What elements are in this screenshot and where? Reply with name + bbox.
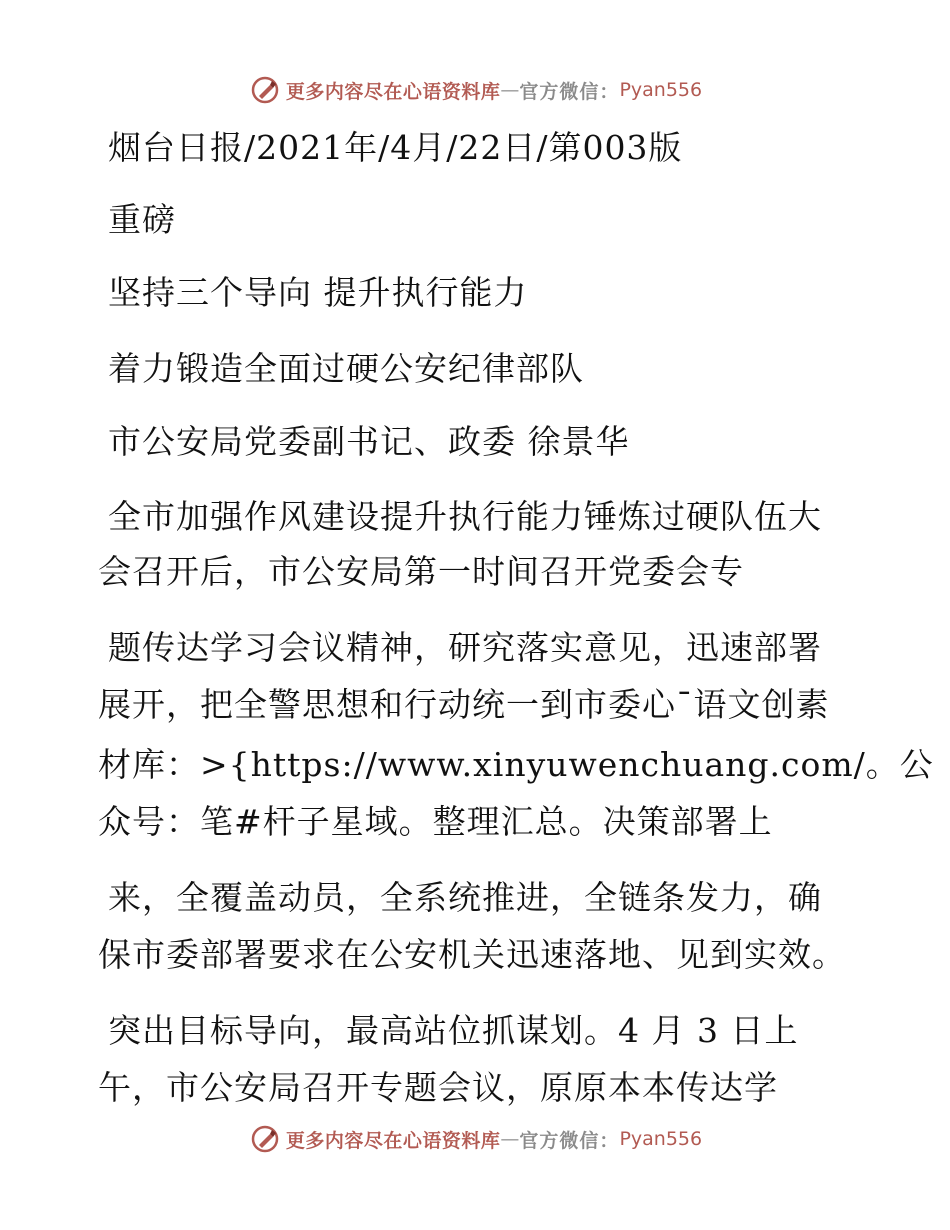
watermark-wechat-id: Pyan556 [619,79,703,101]
body-line: 保市委部署要求在公安机关迅速落地、见到实效。 [98,935,846,974]
document-header-line: 烟台日报/2021年/4月/22日/第003版 [108,128,683,167]
body-line: 来，全覆盖动员，全系统推进，全链条发力，确 [108,878,822,917]
body-line: 突出目标导向，最高站位抓谋划。4 月 3 日上 [108,1011,799,1050]
watermark-official-label: 官方微信： [519,80,620,103]
byline: 市公安局党委副书记、政委 徐景华 [108,422,630,461]
body-line: 展开，把全警思想和行动统一到市委心¯语文创素 [98,685,830,724]
body-line: 午，市公安局召开专题会议，原原本本传达学 [98,1068,778,1107]
pen-logo-icon [250,1124,280,1154]
watermark-wechat-id: Pyan556 [619,1128,703,1150]
watermark-main-text: 更多内容尽在心语资料库 [285,80,501,103]
watermark-dash: — [500,1128,520,1150]
body-line: 会召开后，市公安局第一时间召开党委会专 [98,552,744,591]
body-line: 材库：>{https://www.xinyuwenchuang.com/。公 [98,745,934,784]
section-label: 重磅 [108,200,176,239]
body-line: 众号：笔#杆子星域。整理汇总。决策部署上 [98,802,773,841]
headline-2: 着力锻造全面过硬公安纪律部队 [108,349,584,388]
watermark-main-text: 更多内容尽在心语资料库 [285,1129,501,1152]
watermark-dash: — [500,79,520,101]
body-line: 全市加强作风建设提升执行能力锤炼过硬队伍大 [108,497,822,536]
pen-logo-icon [250,75,280,105]
watermark-bottom [0,1119,950,1159]
body-line: 题传达学习会议精神，研究落实意见，迅速部署 [108,628,822,667]
headline-1: 坚持三个导向 提升执行能力 [108,273,528,312]
watermark-top [0,70,950,110]
watermark-official-label: 官方微信： [519,1129,620,1152]
